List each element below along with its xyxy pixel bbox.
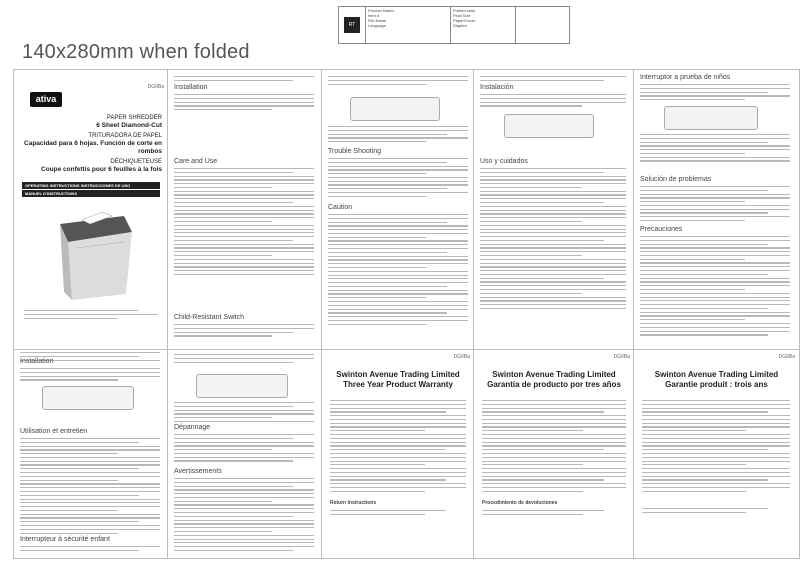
- es-switch-diagram: [504, 114, 594, 138]
- fold-size-heading: 140x280mm when folded: [22, 41, 250, 63]
- es-use-heading: Uso y cuidados: [480, 158, 528, 165]
- en-child-switch-heading: Child-Resistant Switch: [174, 314, 245, 321]
- rt-logo: RT: [339, 7, 366, 43]
- fr-use-heading: Utilisation et entretien: [20, 428, 88, 435]
- en-care-heading: Care and Use: [174, 158, 218, 165]
- shredder-photo: [42, 202, 142, 302]
- warranty-fr-company: Swinton Avenue Trading Limited: [654, 370, 779, 379]
- cover-disclaimer: [24, 310, 158, 321]
- en-install-heading: Installation: [174, 84, 208, 91]
- fr-switch-diagram: [42, 386, 134, 410]
- en-troubleshooting-heading: Trouble Shooting: [328, 148, 382, 155]
- cover-panel: [13, 69, 169, 351]
- warranty-en-title: Three Year Product Warranty: [343, 380, 453, 389]
- fr-caution-heading: Avertissements: [174, 468, 222, 475]
- fr-switch-diagram-2: [196, 374, 288, 398]
- es-switch-diagram-2: [664, 106, 758, 130]
- fr-install-heading: Installation: [20, 358, 54, 365]
- switch-diagram: [350, 97, 440, 121]
- es-instructions-panel-2: [633, 69, 800, 351]
- es-lock-heading: Interruptor a prueba de niños: [640, 74, 731, 81]
- fr-instructions-panel-2: [167, 349, 323, 559]
- es-troubleshooting-heading: Solución de problemas: [640, 176, 712, 183]
- fr-switch-heading: Interrupteur à sécurité enfant: [20, 536, 110, 543]
- operating-instructions-bar: OPERATING INSTRUCTIONS INSTRUCCIONES DE USO MANUEL D'INSTRUCTIONS: [22, 182, 160, 197]
- warranty-fr-panel: DG6Ba Swinton Avenue Trading Limited Garantie produit : trois ans: [633, 349, 800, 559]
- es-caution-heading: Precauciones: [640, 226, 683, 233]
- warranty-es-panel: DG6Ba Swinton Avenue Trading Limited Garantía de producto por tres años Procedimiento de devoluciones: [473, 349, 635, 559]
- warranty-en-panel: DG6Ba Swinton Avenue Trading Limited Three Year Product Warranty Return Instructions: [321, 349, 475, 559]
- warranty-es-title: Garantía de producto por tres años: [487, 380, 621, 389]
- fr-troubleshooting-heading: Dépannage: [174, 424, 211, 431]
- ativa-logo: ativa: [30, 92, 62, 107]
- en-caution-heading: Caution: [328, 204, 353, 211]
- en-instructions-panel-1: [167, 69, 323, 351]
- es-instructions-panel-1: [473, 69, 635, 351]
- es-install-heading: Instalación: [480, 84, 514, 91]
- title-block-col-3: [516, 7, 569, 43]
- cover-titles: PAPER SHREDDER 6 Sheet Diamond-Cut TRITURADORA DE PAPEL Capacidad para 6 hojas. Función de corte en rombos DÉCHIQUETEUSE Coupe confettis pour 6 feuilles à la fois: [24, 115, 162, 173]
- return-instructions-heading: Return Instructions: [330, 500, 377, 506]
- title-block-col-2: Printed color Final Size Paper/Cover Stapled: [451, 7, 516, 43]
- fr-instructions-panel-1: [13, 349, 169, 559]
- page-code: DG6Ba: [147, 84, 164, 90]
- en-instructions-panel-2: [321, 69, 475, 351]
- title-block: [338, 6, 570, 44]
- warranty-fr-title: Garantie produit : trois ans: [665, 380, 768, 389]
- warranty-es-company: Swinton Avenue Trading Limited: [492, 370, 616, 379]
- es-returns-heading: Procedimiento de devoluciones: [482, 500, 558, 506]
- title-block-col-1: Product Name: Item # File Name Language: [366, 7, 451, 43]
- warranty-en-company: Swinton Avenue Trading Limited: [336, 370, 460, 379]
